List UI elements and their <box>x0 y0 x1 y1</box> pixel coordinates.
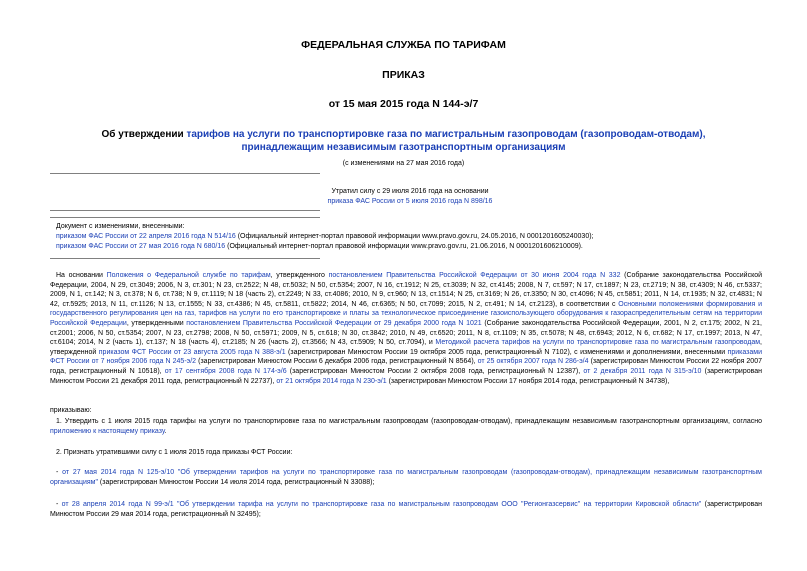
link-order-286[interactable]: от 25 октября 2007 года N 286-э/4 <box>477 358 589 366</box>
agency-heading: ФЕДЕРАЛЬНАЯ СЛУЖБА ПО ТАРИФАМ <box>301 39 506 51</box>
divider <box>50 173 320 174</box>
link-order-315[interactable]: от 2 декабря 2011 года N 315-э/10 <box>583 367 702 375</box>
link-order-174[interactable]: от 17 сентября 2008 года N 174-э/6 <box>164 367 287 375</box>
link-order-125[interactable]: от 27 мая 2014 года N 125-э/10 "Об утверждении тарифов на услуги по транспортировке газа по магистральным газопроводам (газопроводам-отводам), принадлежащим независимым газотранспортным организациям" <box>50 469 762 486</box>
divider <box>50 258 320 259</box>
link-order-245[interactable]: приказами ФСТ России от 7 ноября 2006 года N 245-э/2 <box>50 348 762 366</box>
link-appendix[interactable]: приложению к настоящему приказу <box>50 427 165 435</box>
link-government-decree-332[interactable]: постановлением Правительства Российской Федерации от 30 июня 2004 года N 332 <box>328 272 621 279</box>
link-government-decree-1021[interactable]: постановлением Правительства Российской Федерации от 29 декабря 2000 года N 1021 <box>186 319 482 327</box>
link-basic-provisions[interactable]: Основными положениями формирования и государственного регулирования цен на газ, тарифов на услуги по его транспортировке и платы за технологическое присоединение газоиспользующего оборудования к газораспределительным сетям на территории Российской Федерации <box>50 300 763 327</box>
lost-force-note <box>310 187 510 207</box>
divider <box>50 210 320 211</box>
changes-item-2: приказом ФАС России от 27 мая 2016 года N 680/16 (Официальный интернет-портал правовой информации www.pravo.gov.ru, 21.06.2016, N 0001201606210009). <box>56 243 583 250</box>
divider <box>50 217 320 218</box>
order-word: приказываю: <box>50 407 92 414</box>
preamble-paragraph: На основании Положения о Федеральной службе по тарифам, утвержденного постановлением Правительства Российской Федерации от 30 июня 2004 года N 332 (Собрание законодательства Российской Федерации, 2004, N 29, ст.3049; 2006, N 3, ст.301; N 23, ст.2522; N 48, ст.5032; N 50, ст.5354; 2007, N 16, ст.1912; N 25, ст.3039; N 32, ст.4145; 2008, N 7, ст.597; N 17, ст.1897; N 23, ст.2719; N 38, ст.4309; N 46, ст.5337; 2009, N 1, ст.142; N 3, ст.378; N 6, ст.738; N 9, ст.1119; N 18 (часть 2), ст.2249; N 33, ст.4086; 2010, N 9, ст.960; N 13, ст.1514; N 25, ст.3169; N 26, ст.3350; N 30, ст.4096; N 45, ст.5851; 2011, N 14, ст.1935; N 32, ст.4831; N 42, ст.5925; 2013, N 11, ст.1126; N 13, ст.1555; N 33, ст.4386; N 45, ст.5811, ст.5822; 2014, N 46, ст.6365; N 50, ст.7099; 2015, N 2, ст.491; N 14, ст.2123), в соответствии с Основными положениями формирования и государственного регулирования цен на газ, тарифов на услуги по его транспортировке и платы за технологическое присоединение газоиспользующего оборудования к газораспределительным сетям на территории Российской Федерации, утвержденными постановлением Правительства Российской Федерации от 29 декабря 2000 года N 1021 (Собрание законодательства Российской Федерации, 2001, N 2, ст.175; 2002, N 21, ст.2001; 2006, N 50, ст.5354; 2007, N 23, ст.2798; 2008, N 50, ст.5971; 2009, N 5, ст.618; N 30, ст.3842; 2010, N 49, ст.6520; 2011, N 8, ст.1109; N 35, ст.5078; N 48, ст.6943; 2012, N 6, ст.682; N 17, ст.1997; 2013, N 47, ст.6104; 2014, N 2 (часть 1), ст.137; N 18 (часть 4), ст.2185; N 26 (часть 2), ст.3566; N 43, ст.5909; N 50, ст.7094), и Методикой расчета тарифов на услуги по транспортировке газа по магистральным газопроводам, утвержденной приказом ФСТ России от 23 августа 2005 года N 388-э/1 (зарегистрирован Минюстом России 19 октября 2005 года, регистрационный N 7102), с изменениями и дополнениями, внесенными приказами ФСТ России от 7 ноября 2006 года N 245-э/2 (зарегистрирован Минюстом России 6 декабря 2006 года, регистрационный N 8564), от 25 октября 2007 года N 286-э/4 (зарегистрирован Минюстом России 22 ноября 2007 года, регистрационный N 10518), от 17 сентября 2008 года N 174-э/6 (зарегистрирован Минюстом России 2 октября 2008 года, регистрационный N 12387), от 2 декабря 2011 года N 315-э/10 (зарегистрирован Минюстом России 21 декабря 2011 года, регистрационный N 22737), от 21 октября 2014 года N 230-э/1 (зарегистрирован Минюстом России 17 ноября 2014 года, регистрационный N 34738), <box>50 272 763 385</box>
changes-document-list <box>56 222 756 252</box>
changes-intro: Документ с изменениями, внесенными: <box>56 223 185 230</box>
clause-2: 2. Признать утратившими силу с 1 июля 2015 года приказы ФСТ России: <box>56 449 293 456</box>
repealed-item-1: - от 27 мая 2014 года N 125-э/10 "Об утверждении тарифов на услуги по транспортировке газа по магистральным газопроводам (газопроводам-отводам), принадлежащим независимым газотранспортным организациям" (зарегистрирован Минюстом России 14 июля 2014 года, регистрационный N 33088); <box>50 469 762 486</box>
changes-item-1-link[interactable]: приказом ФАС России от 22 апреля 2016 года N 514/16 <box>56 233 236 240</box>
title-link[interactable]: тарифов на услуги по транспортировке газа по магистральным газопроводам (газопроводам-отводам), принадлежащим независимым газотранспортным организациям <box>186 129 706 153</box>
changes-note: (с изменениями на 27 мая 2016 года) <box>342 160 465 167</box>
date-number-heading: от 15 мая 2015 года N 144-э/7 <box>328 98 479 110</box>
lost-force-text: Утратил силу с 29 июля 2016 года на основании <box>331 188 489 195</box>
title-prefix: Об утверждении <box>101 129 187 140</box>
link-order-388[interactable]: приказом ФСТ России от 23 августа 2005 года N 388-э/1 <box>98 348 286 356</box>
repealed-item-2: - от 28 апреля 2014 года N 99-э/1 "Об утверждении тарифа на услуги по транспортировке газа по магистральным газопроводам ООО "Регионгазсервис" на территории Кировской области" (зарегистрирован Минюстом России 29 мая 2014 года, регистрационный N 32495); <box>50 501 762 518</box>
lost-force-link[interactable]: приказа ФАС России от 5 июля 2016 года N 898/16 <box>327 198 493 205</box>
link-methodology[interactable]: Методикой расчета тарифов на услуги по транспортировке газа по магистральным газопроводам <box>435 339 761 347</box>
changes-item-2-link[interactable]: приказом ФАС России от 27 мая 2016 года N 680/16 <box>56 243 226 250</box>
doc-type-heading: ПРИКАЗ <box>382 69 425 81</box>
link-order-99[interactable]: от 28 апреля 2014 года N 99-э/1 "Об утверждении тарифа на услуги по транспортировке газа по магистральным газопроводам ООО "Регионгазсервис" на территории Кировской области" <box>61 501 702 508</box>
changes-item-1: приказом ФАС России от 22 апреля 2016 года N 514/16 (Официальный интернет-портал правовой информации www.pravo.gov.ru, 24.05.2016, N 0001201605240030); <box>56 233 594 240</box>
link-order-230[interactable]: от 21 октября 2014 года N 230-э/1 <box>276 377 387 385</box>
document-title <box>60 128 747 154</box>
link-regulation-fst[interactable]: Положения о Федеральной службе по тарифам <box>106 272 271 279</box>
clause-1: 1. Утвердить с 1 июля 2015 года тарифы на услуги по транспортировке газа по магистральным газопроводам (газопроводам-отводам), принадлежащим независимым газотранспортным организациям, согласно приложению к настоящему приказу. <box>50 418 762 435</box>
